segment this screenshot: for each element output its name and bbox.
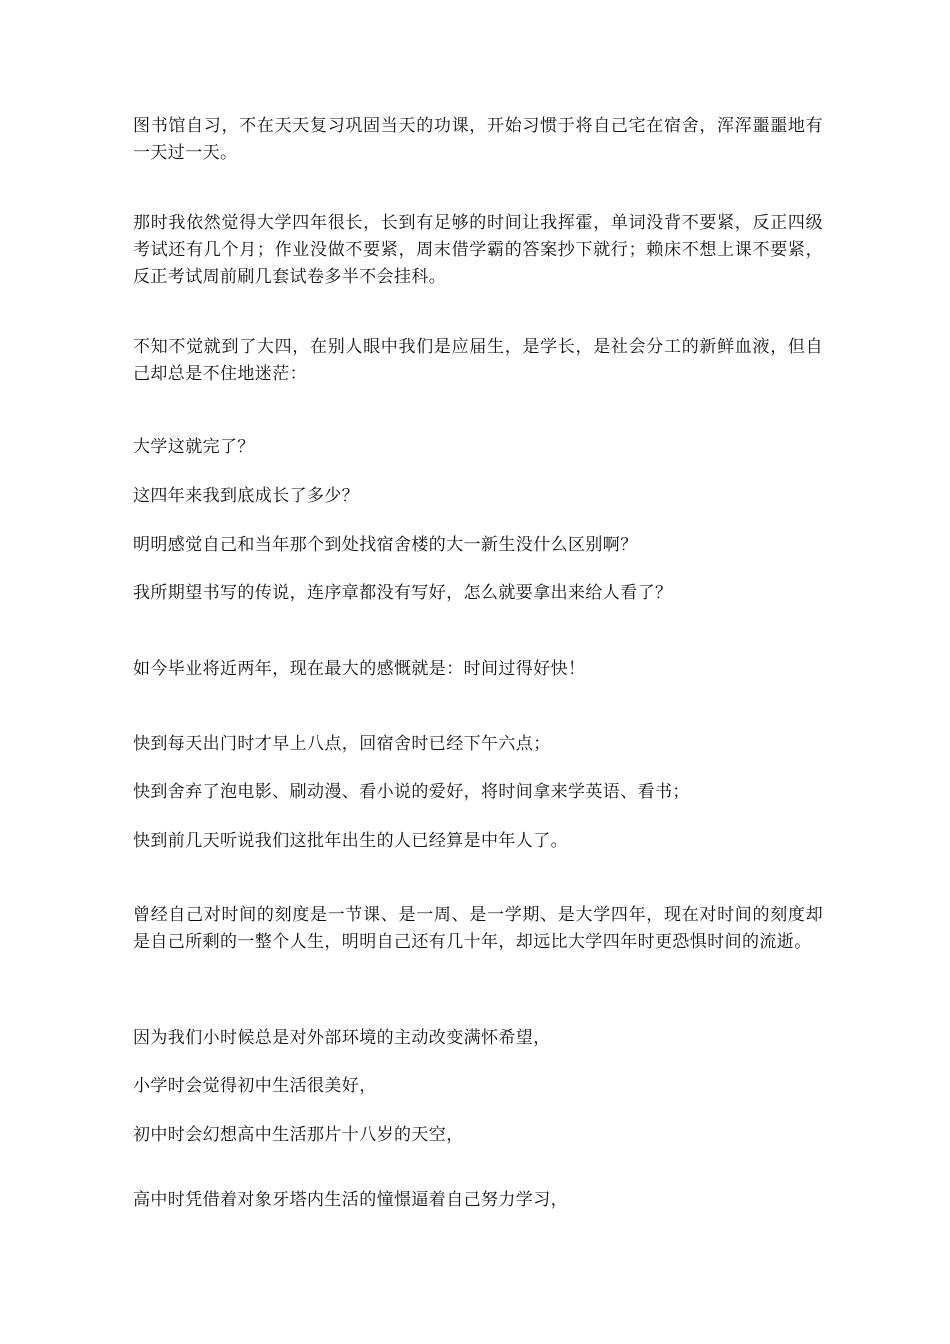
paragraph-3: 不知不觉就到了大四，在别人眼中我们是应届生，是学长，是社会分工的新鲜血液，但自己却总是不住地迷茫： [133, 337, 823, 384]
paragraph-13: 因为我们小时候总是对外部环境的主动改变满怀希望， [133, 1028, 551, 1048]
paragraph-9: 快到每天出门时才早上八点，回宿舍时已经下午六点； [133, 734, 551, 754]
paragraph-14: 小学时会觉得初中生活很美好， [133, 1076, 377, 1096]
paragraph-8: 如今毕业将近两年，现在最大的感慨就是：时间过得好快！ [133, 659, 586, 679]
paragraph-12: 曾经自己对时间的刻度是一节课、是一周、是一学期、是大学四年，现在对时间的刻度却是自己所剩的一整个人生，明明自己还有几十年，却远比大学四年时更恐惧时间的流逝。 [133, 905, 823, 952]
paragraph-2: 那时我依然觉得大学四年很长，长到有足够的时间让我挥霍，单词没背不要紧，反正四级考试还有几个月；作业没做不要紧，周末借学霸的答案抄下就行；赖床不想上课不要紧，反正考试周前刷几套试卷多半不会挂科。 [133, 213, 823, 287]
paragraph-6: 明明感觉自己和当年那个到处找宿舍楼的大一新生没什么区别啊？ [133, 535, 638, 555]
paragraph-15: 初中时会幻想高中生活那片十八岁的天空， [133, 1125, 464, 1145]
paragraph-4: 大学这就完了？ [133, 437, 255, 457]
paragraph-11: 快到前几天听说我们这批年出生的人已经算是中年人了。 [133, 831, 568, 851]
paragraph-5: 这四年来我到底成长了多少？ [133, 486, 360, 506]
paragraph-7: 我所期望书写的传说，连序章都没有写好，怎么就要拿出来给人看了？ [133, 583, 673, 603]
paragraph-1: 图书馆自习，不在天天复习巩固当天的功课，开始习惯于将自己宅在宿舍，浑浑噩噩地有一天过一天。 [133, 116, 823, 163]
paragraph-10: 快到舍弃了泡电影、刷动漫、看小说的爱好，将时间拿来学英语、看书； [133, 782, 690, 802]
paragraph-16: 高中时凭借着对象牙塔内生活的憧憬逼着自己努力学习， [133, 1190, 568, 1210]
